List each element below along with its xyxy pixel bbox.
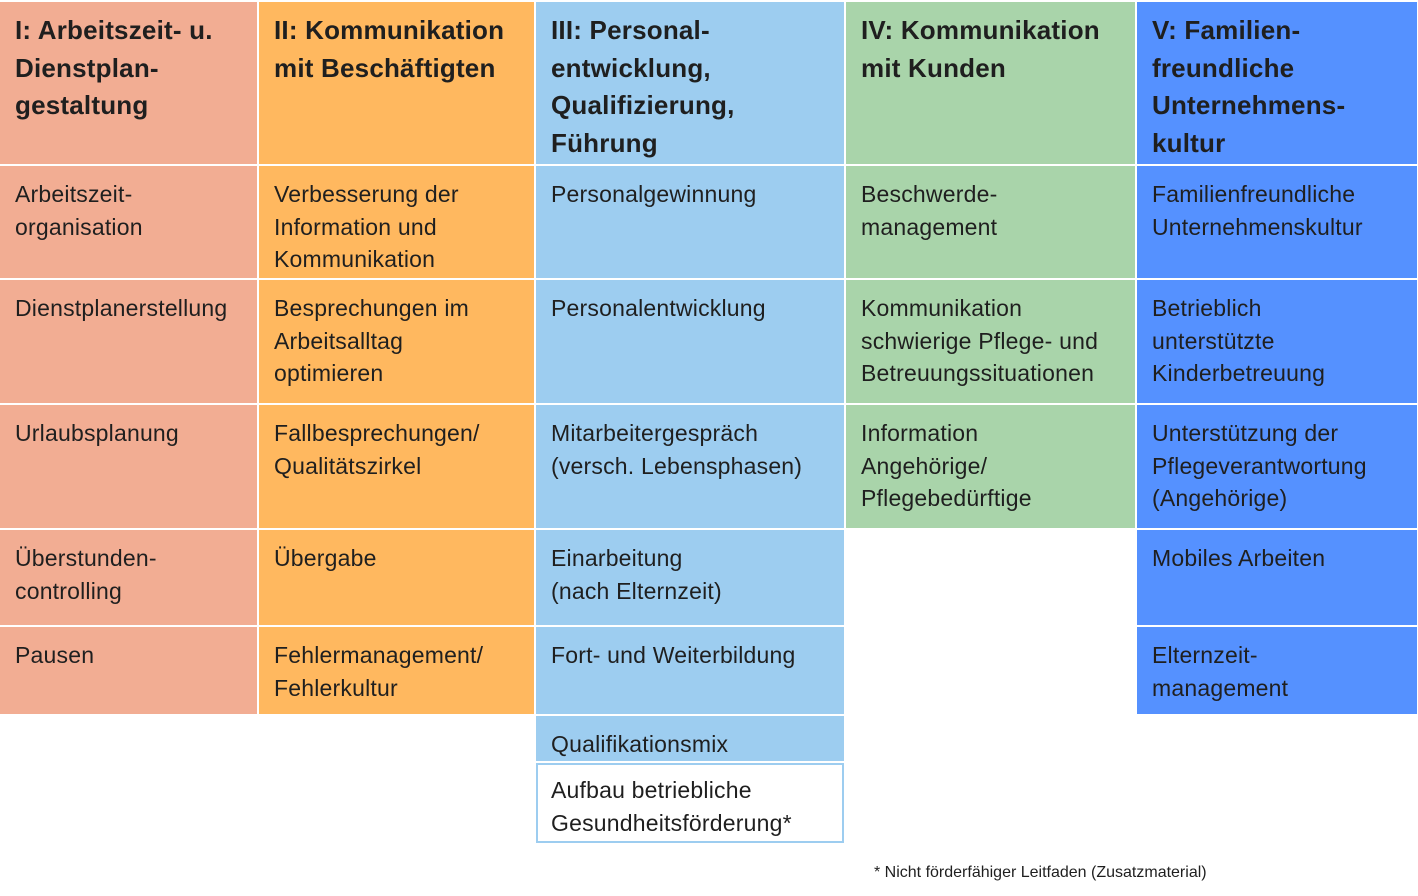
cell-kommunikation-beschaeftigte-5 — [259, 627, 534, 714]
cell-personalentwicklung-7-label: Aufbau betriebliche Gesundheitsförderung* — [551, 777, 792, 836]
cell-personalentwicklung-5-label: Fort- und Weiterbildung — [551, 642, 796, 668]
cell-personalentwicklung-7 — [536, 763, 844, 843]
cell-personalentwicklung-4-label: Einarbeitung (nach Elternzeit) — [551, 545, 722, 604]
cell-kommunikation-kunden-1-label: Beschwerde- management — [861, 181, 998, 240]
cell-arbeitszeit-2 — [0, 280, 257, 403]
cell-familienfreundlich-2 — [1137, 280, 1417, 403]
column-header-kommunikation-kunden — [846, 2, 1135, 164]
cell-personalentwicklung-3-label: Mitarbeitergespräch (versch. Lebensphasen) — [551, 420, 803, 479]
cell-kommunikation-beschaeftigte-3-label: Fallbesprechungen/ Qualitätszirkel — [274, 420, 480, 479]
column-header-kommunikation-beschaeftigte-label: II: Kommunikation mit Beschäftigten — [274, 15, 505, 83]
cell-personalentwicklung-1-label: Personalgewinnung — [551, 181, 757, 207]
column-header-arbeitszeit-label: I: Arbeitszeit- u. Dienstplan- gestaltung — [15, 15, 213, 120]
cell-kommunikation-kunden-3 — [846, 405, 1135, 528]
cell-kommunikation-beschaeftigte-1 — [259, 166, 534, 278]
cell-arbeitszeit-1-label: Arbeitszeit- organisation — [15, 181, 143, 240]
cell-familienfreundlich-1-label: Familienfreundliche Unternehmenskultur — [1152, 181, 1363, 240]
cell-kommunikation-beschaeftigte-5-label: Fehlermanagement/ Fehlerkultur — [274, 642, 484, 701]
cell-personalentwicklung-6 — [536, 716, 844, 761]
cell-arbeitszeit-5 — [0, 627, 257, 714]
cell-personalentwicklung-2-label: Personalentwicklung — [551, 295, 766, 321]
cell-kommunikation-kunden-1 — [846, 166, 1135, 278]
cell-kommunikation-kunden-2 — [846, 280, 1135, 403]
cell-kommunikation-beschaeftigte-2 — [259, 280, 534, 403]
column-header-familienfreundlich-label: V: Familien- freundliche Unternehmens- kultur — [1152, 15, 1346, 158]
column-header-personalentwicklung-label: III: Personal- entwicklung, Qualifizierung, Führung — [551, 15, 735, 158]
cell-kommunikation-beschaeftigte-4-label: Übergabe — [274, 545, 377, 571]
cell-arbeitszeit-1 — [0, 166, 257, 278]
cell-familienfreundlich-2-label: Betrieblich unterstützte Kinderbetreuung — [1152, 295, 1326, 386]
cell-arbeitszeit-4-label: Überstunden- controlling — [15, 545, 157, 604]
cell-familienfreundlich-5 — [1137, 627, 1417, 714]
cell-personalentwicklung-4 — [536, 530, 844, 625]
cell-arbeitszeit-2-label: Dienstplanerstellung — [15, 295, 228, 321]
cell-personalentwicklung-1 — [536, 166, 844, 278]
cell-personalentwicklung-2 — [536, 280, 844, 403]
cell-familienfreundlich-3 — [1137, 405, 1417, 528]
cell-familienfreundlich-1 — [1137, 166, 1417, 278]
column-header-familienfreundlich — [1137, 2, 1417, 164]
cell-kommunikation-kunden-3-label: Information Angehörige/ Pflegebedürftige — [861, 420, 1032, 511]
cell-arbeitszeit-5-label: Pausen — [15, 642, 95, 668]
column-header-arbeitszeit — [0, 2, 257, 164]
cell-arbeitszeit-3-label: Urlaubsplanung — [15, 420, 179, 446]
cell-kommunikation-beschaeftigte-1-label: Verbesserung der Information und Kommunikation — [274, 181, 459, 272]
cell-kommunikation-beschaeftigte-2-label: Besprechungen im Arbeitsalltag optimieren — [274, 295, 469, 386]
cell-personalentwicklung-6-label: Qualifikationsmix — [551, 731, 729, 757]
column-header-personalentwicklung — [536, 2, 844, 164]
cell-kommunikation-kunden-2-label: Kommunikation schwierige Pflege- und Betreuungssituationen — [861, 295, 1099, 386]
cell-arbeitszeit-3 — [0, 405, 257, 528]
cell-kommunikation-beschaeftigte-4 — [259, 530, 534, 625]
cell-familienfreundlich-5-label: Elternzeit- management — [1152, 642, 1289, 701]
cell-kommunikation-beschaeftigte-3 — [259, 405, 534, 528]
column-header-kommunikation-beschaeftigte — [259, 2, 534, 164]
cell-familienfreundlich-4 — [1137, 530, 1417, 625]
cell-personalentwicklung-3 — [536, 405, 844, 528]
column-header-kommunikation-kunden-label: IV: Kommunikation mit Kunden — [861, 15, 1100, 83]
cell-familienfreundlich-3-label: Unterstützung der Pflegeverantwortung (Angehörige) — [1152, 420, 1367, 511]
cell-arbeitszeit-4 — [0, 530, 257, 625]
cell-familienfreundlich-4-label: Mobiles Arbeiten — [1152, 545, 1326, 571]
footnote: * Nicht förderfähiger Leitfaden (Zusatzmaterial) — [874, 864, 1207, 881]
cell-personalentwicklung-5 — [536, 627, 844, 714]
